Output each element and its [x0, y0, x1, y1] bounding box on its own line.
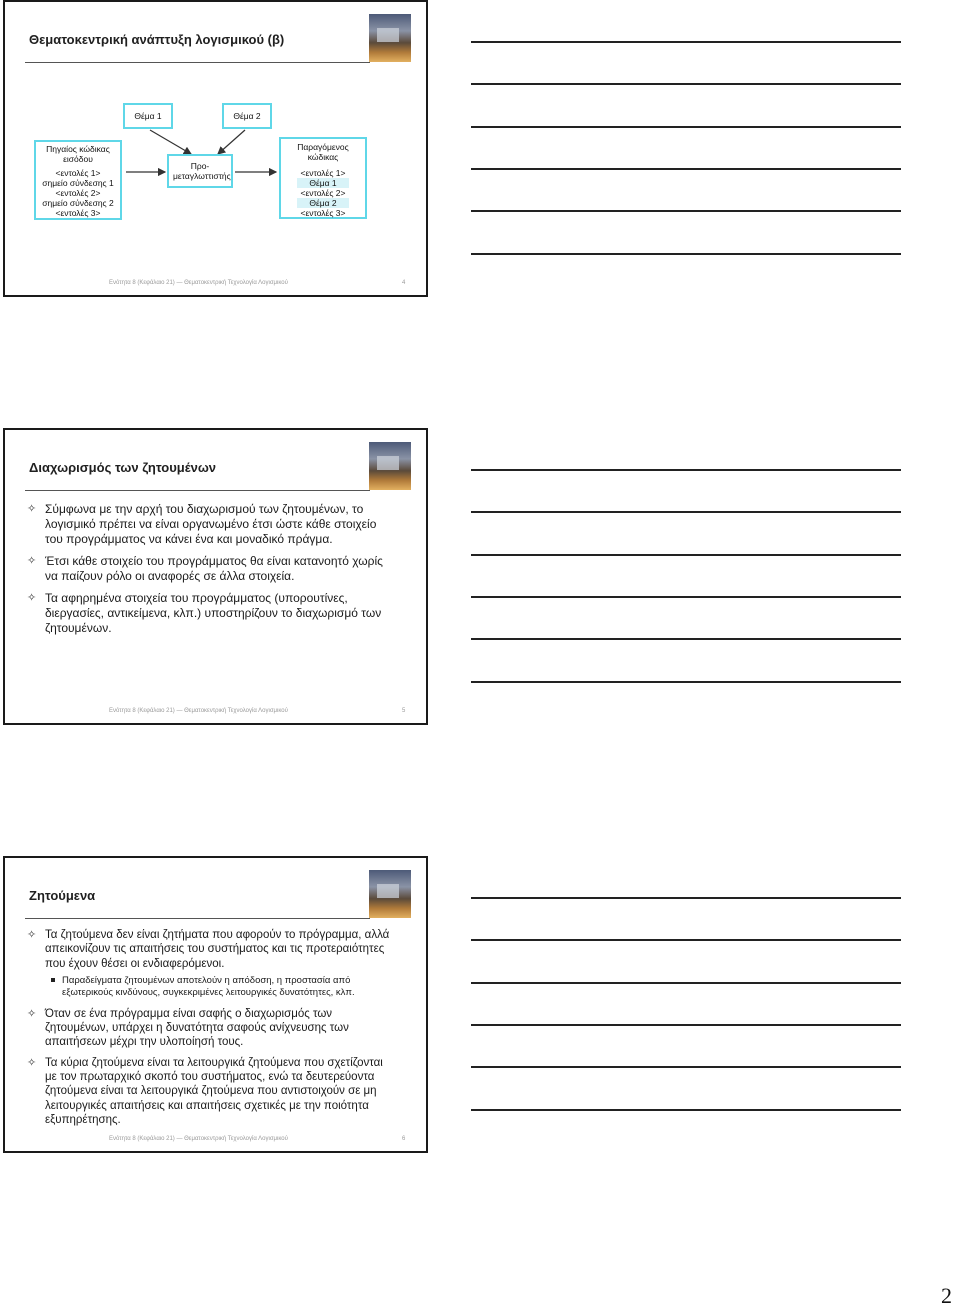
bullet-item	[27, 554, 397, 584]
title-rule	[25, 490, 370, 491]
theme1-box	[123, 103, 173, 129]
generated-line: <εντολές 3>	[300, 208, 346, 218]
theme2-box	[222, 103, 272, 129]
logo-image	[369, 870, 411, 918]
notes-line	[471, 41, 901, 43]
notes-line	[471, 168, 901, 170]
source-line: <εντολές 1>	[55, 168, 101, 178]
bullet-item	[27, 502, 397, 547]
generated-code-box	[279, 137, 367, 219]
notes-line	[471, 554, 901, 556]
diamond-bullet-icon: ✧	[27, 555, 37, 567]
slide-title: Θεματοκεντρική ανάπτυξη λογισμικού (β)	[29, 32, 285, 47]
bullet-item	[27, 928, 397, 971]
bullet-text: Τα αφηρημένα στοιχεία του προγράμματος (υπορουτίνες, διεργασίες, αντικείμενα, κλπ.) υποστηρίζουν το διαχωρισμό των ζητουμένων.	[45, 591, 382, 635]
diamond-bullet-icon: ✧	[27, 929, 37, 941]
source-line: <εντολές 3>	[55, 208, 101, 218]
bullet-text: Τα κύρια ζητούμενα είναι τα λειτουργικά ζητούμενα που σχετίζονται με τον πρωταρχικό σκοπό του συστήματος, ενώ τα δευτερεύοντα ζητούμενα είναι τα λειτουργικά ζητούμενα που αντιστοιχούν σε μη λειτουργικές απαιτήσεις και απαιτήσεις σχετικές με την ποιότητα εξυπηρέτησης.	[45, 1056, 383, 1126]
notes-line	[471, 982, 901, 984]
bullet-item	[27, 1007, 397, 1050]
sub-bullet-item	[27, 975, 397, 999]
title-rule	[25, 918, 370, 919]
slide-page-number: 6	[402, 1136, 406, 1142]
generated-line: <εντολές 2>	[300, 188, 346, 198]
bullet-list	[27, 502, 397, 643]
notes-line	[471, 638, 901, 640]
notes-line	[471, 897, 901, 899]
notes-line	[471, 681, 901, 683]
bullet-text: Όταν σε ένα πρόγραμμα είναι σαφής ο διαχωρισμός των ζητουμένων, υπάρχει η δυνατότητα σαφούς ανίχνευσης των απαιτήσεων μέχρι την υλοποίησή τους.	[45, 1007, 349, 1049]
precompiler-box	[167, 154, 233, 188]
bullet-text: Έτσι κάθε στοιχείο του προγράμματος θα είναι κατανοητό χωρίς να παίζουν ρόλο οι αναφορές σε άλλα στοιχεία.	[45, 554, 383, 583]
diamond-bullet-icon: ✧	[27, 1056, 37, 1069]
notes-line	[471, 210, 901, 212]
handout-page-number: 2	[941, 1283, 952, 1308]
notes-line	[471, 83, 901, 85]
notes-line	[471, 1024, 901, 1026]
precompiler-label: Προ-μεταγλωττιστής	[173, 161, 231, 181]
notes-line	[471, 1109, 901, 1111]
notes-line	[471, 1066, 901, 1068]
generated-line: <εντολές 1>	[300, 168, 346, 178]
bullet-item	[27, 1056, 397, 1127]
slide-3	[3, 856, 428, 1153]
theme2-label: Θέμα 2	[233, 111, 261, 121]
diamond-bullet-icon: ✧	[27, 503, 37, 515]
source-line: <εντολές 2>	[55, 188, 101, 198]
slide-1	[3, 0, 428, 297]
generated-code-title: Παραγόμενος κώδικας	[297, 142, 349, 162]
diamond-bullet-icon: ✧	[27, 1007, 37, 1020]
notes-line	[471, 511, 901, 513]
slide-title: Ζητούμενα	[29, 888, 96, 903]
theme1-label: Θέμα 1	[134, 111, 162, 121]
bullet-list	[27, 928, 397, 1134]
slide-title: Διαχωρισμός των ζητουμένων	[29, 460, 217, 475]
slide-footer: Ενότητα 8 (Κεφάλαιο 21) — Θεματοκεντρική Τεχνολογία Λογισμικού	[109, 1136, 288, 1142]
bullet-text: Τα ζητούμενα δεν είναι ζητήματα που αφορούν το πρόγραμμα, αλλά απεικονίζουν τις απαιτήσεις του συστήματος και τις προτεραιότητες που έχουν θέσει οι ενδιαφερόμενοι.	[45, 929, 390, 970]
arrow-theme2-to-precompiler	[218, 130, 245, 154]
slide-footer: Ενότητα 8 (Κεφάλαιο 21) — Θεματοκεντρική Τεχνολογία Λογισμικού	[109, 280, 288, 286]
notes-line	[471, 939, 901, 941]
source-line: σημείο σύνδεσης 1	[42, 178, 114, 188]
slide-2	[3, 428, 428, 725]
source-line: σημείο σύνδεσης 2	[42, 198, 114, 208]
diamond-bullet-icon: ✧	[27, 592, 37, 604]
notes-line	[471, 469, 901, 471]
source-code-title: Πηγαίος κώδικας εισόδου	[46, 144, 110, 164]
square-bullet-icon	[51, 978, 55, 982]
generated-line: Θέμα 1	[297, 178, 349, 188]
sub-bullet-text: Παραδείγματα ζητουμένων αποτελούν η απόδοση, η προστασία από εξωτερικούς κινδύνους, συγκεκριμένες λειτουργικές δυνατότητες, κλπ.	[62, 974, 355, 998]
generated-line: Θέμα 2	[297, 198, 349, 208]
notes-line	[471, 596, 901, 598]
arrow-theme1-to-precompiler	[150, 130, 191, 154]
slide-footer: Ενότητα 8 (Κεφάλαιο 21) — Θεματοκεντρική Τεχνολογία Λογισμικού	[109, 708, 288, 714]
bullet-text: Σύμφωνα με την αρχή του διαχωρισμού των ζητουμένων, το λογισμικό πρέπει να είναι οργανωμένο έτσι ώστε κάθε στοιχείο του προγράμματος να κάνει ένα και μοναδικό πράγμα.	[45, 502, 377, 546]
notes-line	[471, 253, 901, 255]
logo-image	[369, 442, 411, 490]
source-code-box	[34, 140, 122, 220]
slide-page-number: 4	[402, 280, 406, 286]
bullet-item	[27, 591, 397, 636]
slide-page-number: 5	[402, 708, 406, 714]
notes-line	[471, 126, 901, 128]
